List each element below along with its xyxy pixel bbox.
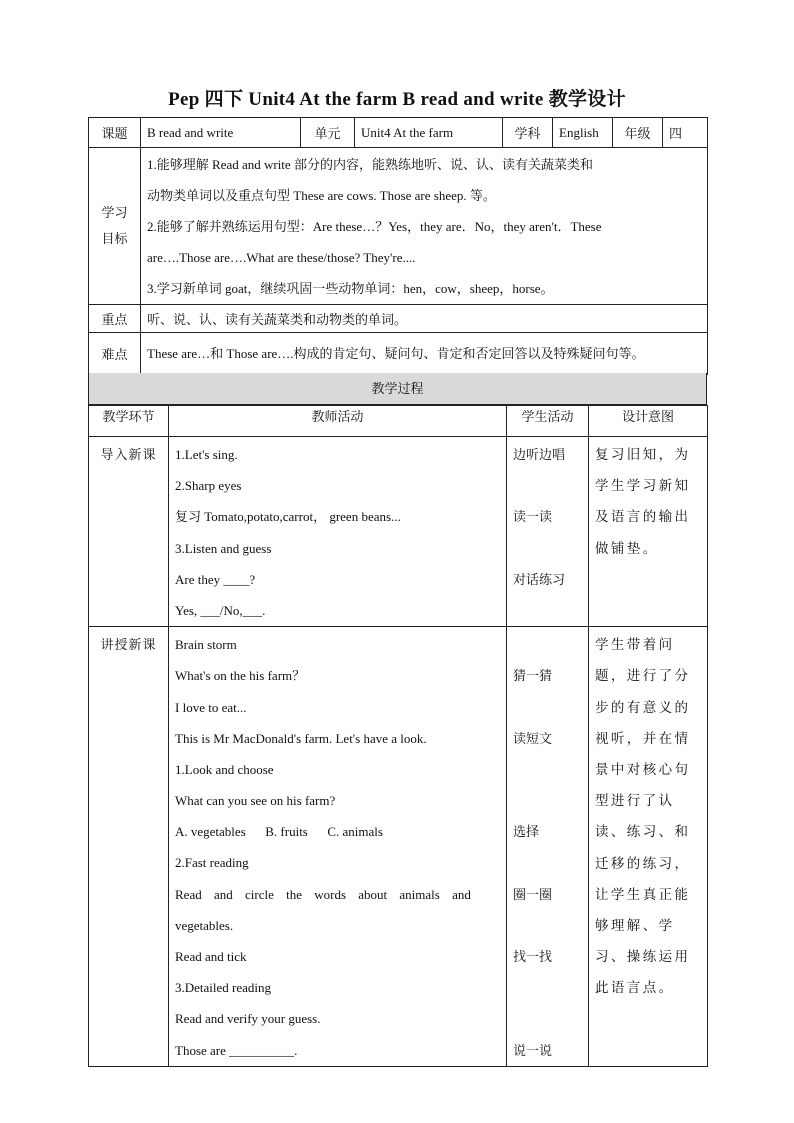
section-row — [89, 437, 708, 627]
process-band: 教学过程 — [88, 373, 707, 405]
teacher-line: vegetables. — [175, 917, 234, 933]
student-line — [513, 629, 582, 660]
section-row — [89, 627, 708, 1067]
teacher-line: 3.Detailed reading — [175, 980, 272, 996]
student-line — [513, 785, 582, 816]
grade-value: 四 — [663, 118, 708, 148]
student-line: 读一读 — [513, 509, 553, 525]
student-line: 找一找 — [513, 949, 553, 964]
teacher-activity — [169, 437, 507, 627]
difficulty-row — [89, 333, 708, 375]
teacher-line: Yes, ___/No,___. — [175, 602, 266, 618]
objective-line: 3.学习新单词 goat，继续巩固一些动物单词：hen，cow，sheep，horse。 — [147, 281, 554, 296]
objective-line: are….Those are….What are these/those? They're.... — [147, 250, 416, 265]
student-activity — [507, 437, 589, 627]
process-header-row — [89, 406, 708, 437]
objective-line: 1.能够理解 Read and write 部分的内容，能熟练地听、说、认、读有关蔬菜类和 — [147, 157, 593, 172]
key-point-row — [89, 305, 708, 333]
teacher-line: 2.Sharp eyes — [175, 478, 242, 494]
header-intent: 设计意图 — [589, 406, 708, 437]
teacher-line: A. vegetables B. fruits C. animals — [175, 824, 383, 840]
teacher-line: 1.Let's sing. — [175, 447, 238, 462]
unit-value: Unit4 At the farm — [355, 118, 503, 148]
student-line: 对话练习 — [513, 571, 566, 587]
teacher-activity — [169, 627, 507, 1067]
header-stage: 教学环节 — [89, 406, 169, 437]
stage-label: 讲授新课 — [89, 627, 169, 1067]
student-line: 读短文 — [513, 730, 553, 746]
student-line: 圈一圈 — [513, 886, 553, 902]
student-line — [513, 754, 582, 785]
teacher-line: Those are __________. — [175, 1042, 298, 1058]
teacher-line: Read and tick — [175, 949, 247, 964]
student-line — [513, 533, 582, 564]
teacher-line: Brain storm — [175, 637, 237, 653]
objectives-content — [141, 148, 708, 305]
teacher-line: What can you see on his farm? — [175, 793, 336, 809]
key-point-text: 听、说、认、读有关蔬菜类和动物类的单词。 — [141, 305, 708, 333]
lesson-info-table — [88, 117, 708, 375]
teacher-line: Read and verify your guess. — [175, 1011, 321, 1027]
subject-label: 学科 — [503, 118, 553, 148]
teacher-line: Read and circle the words about animals and — [175, 886, 471, 902]
student-line — [513, 847, 582, 878]
teacher-line: What's on the his farm？ — [175, 668, 306, 684]
objective-line: 2.能够了解并熟练运用句型：Are these…？Yes，they are．No，they aren't．These — [147, 219, 602, 234]
teacher-line: This is Mr MacDonald's farm. Let's have a look. — [175, 730, 427, 746]
stage-label: 导入新课 — [89, 437, 169, 627]
teacher-line: I love to eat... — [175, 699, 247, 715]
topic-value: B read and write — [141, 118, 301, 148]
difficulty-text: These are…和 Those are….构成的肯定句、疑问句、肯定和否定回答以及特殊疑问句等。 — [141, 333, 708, 375]
document-title: Pep 四下 Unit4 At the farm B read and write 教学设计 — [168, 89, 626, 110]
teacher-line: 2.Fast reading — [175, 855, 249, 871]
student-line — [513, 595, 582, 626]
student-line — [513, 910, 582, 941]
teacher-line: 1.Look and choose — [175, 761, 274, 777]
student-line: 说一说 — [513, 1042, 553, 1058]
student-line — [513, 470, 582, 501]
student-line — [513, 1003, 582, 1034]
teacher-line: Are they ____? — [175, 571, 256, 587]
grade-label: 年级 — [613, 118, 663, 148]
process-table — [88, 405, 708, 1067]
difficulty-label: 难点 — [89, 333, 141, 375]
objectives-label: 学习目标 — [89, 148, 141, 305]
unit-label: 单元 — [301, 118, 355, 148]
info-row — [89, 118, 708, 148]
student-line — [513, 692, 582, 723]
objectives-row — [89, 148, 708, 305]
design-intent: 学生带着问题，进行了分步的有意义的视听，并在情景中对核心句型进行了认读、练习、和迁移的练习，让学生真正能够理解、学习、操练运用此语言点。 — [589, 627, 708, 1067]
subject-value: English — [553, 118, 613, 148]
teacher-line: 3.Listen and guess — [175, 540, 272, 556]
header-teacher: 教师活动 — [169, 406, 507, 437]
key-point-label: 重点 — [89, 305, 141, 333]
student-line: 猜一猜 — [513, 668, 553, 684]
design-intent: 复习旧知，为学生学习新知及语言的输出做铺垫。 — [589, 437, 708, 627]
topic-label: 课题 — [89, 118, 141, 148]
student-activity — [507, 627, 589, 1067]
student-line — [513, 972, 582, 1003]
teacher-line: 复习 Tomato,potato,carrot， green beans... — [175, 509, 401, 525]
student-line: 边听边唱 — [513, 447, 566, 462]
objective-line: 动物类单词以及重点句型 These are cows. Those are sheep. 等。 — [147, 188, 496, 203]
header-student: 学生活动 — [507, 406, 589, 437]
student-line: 选择 — [513, 824, 540, 840]
